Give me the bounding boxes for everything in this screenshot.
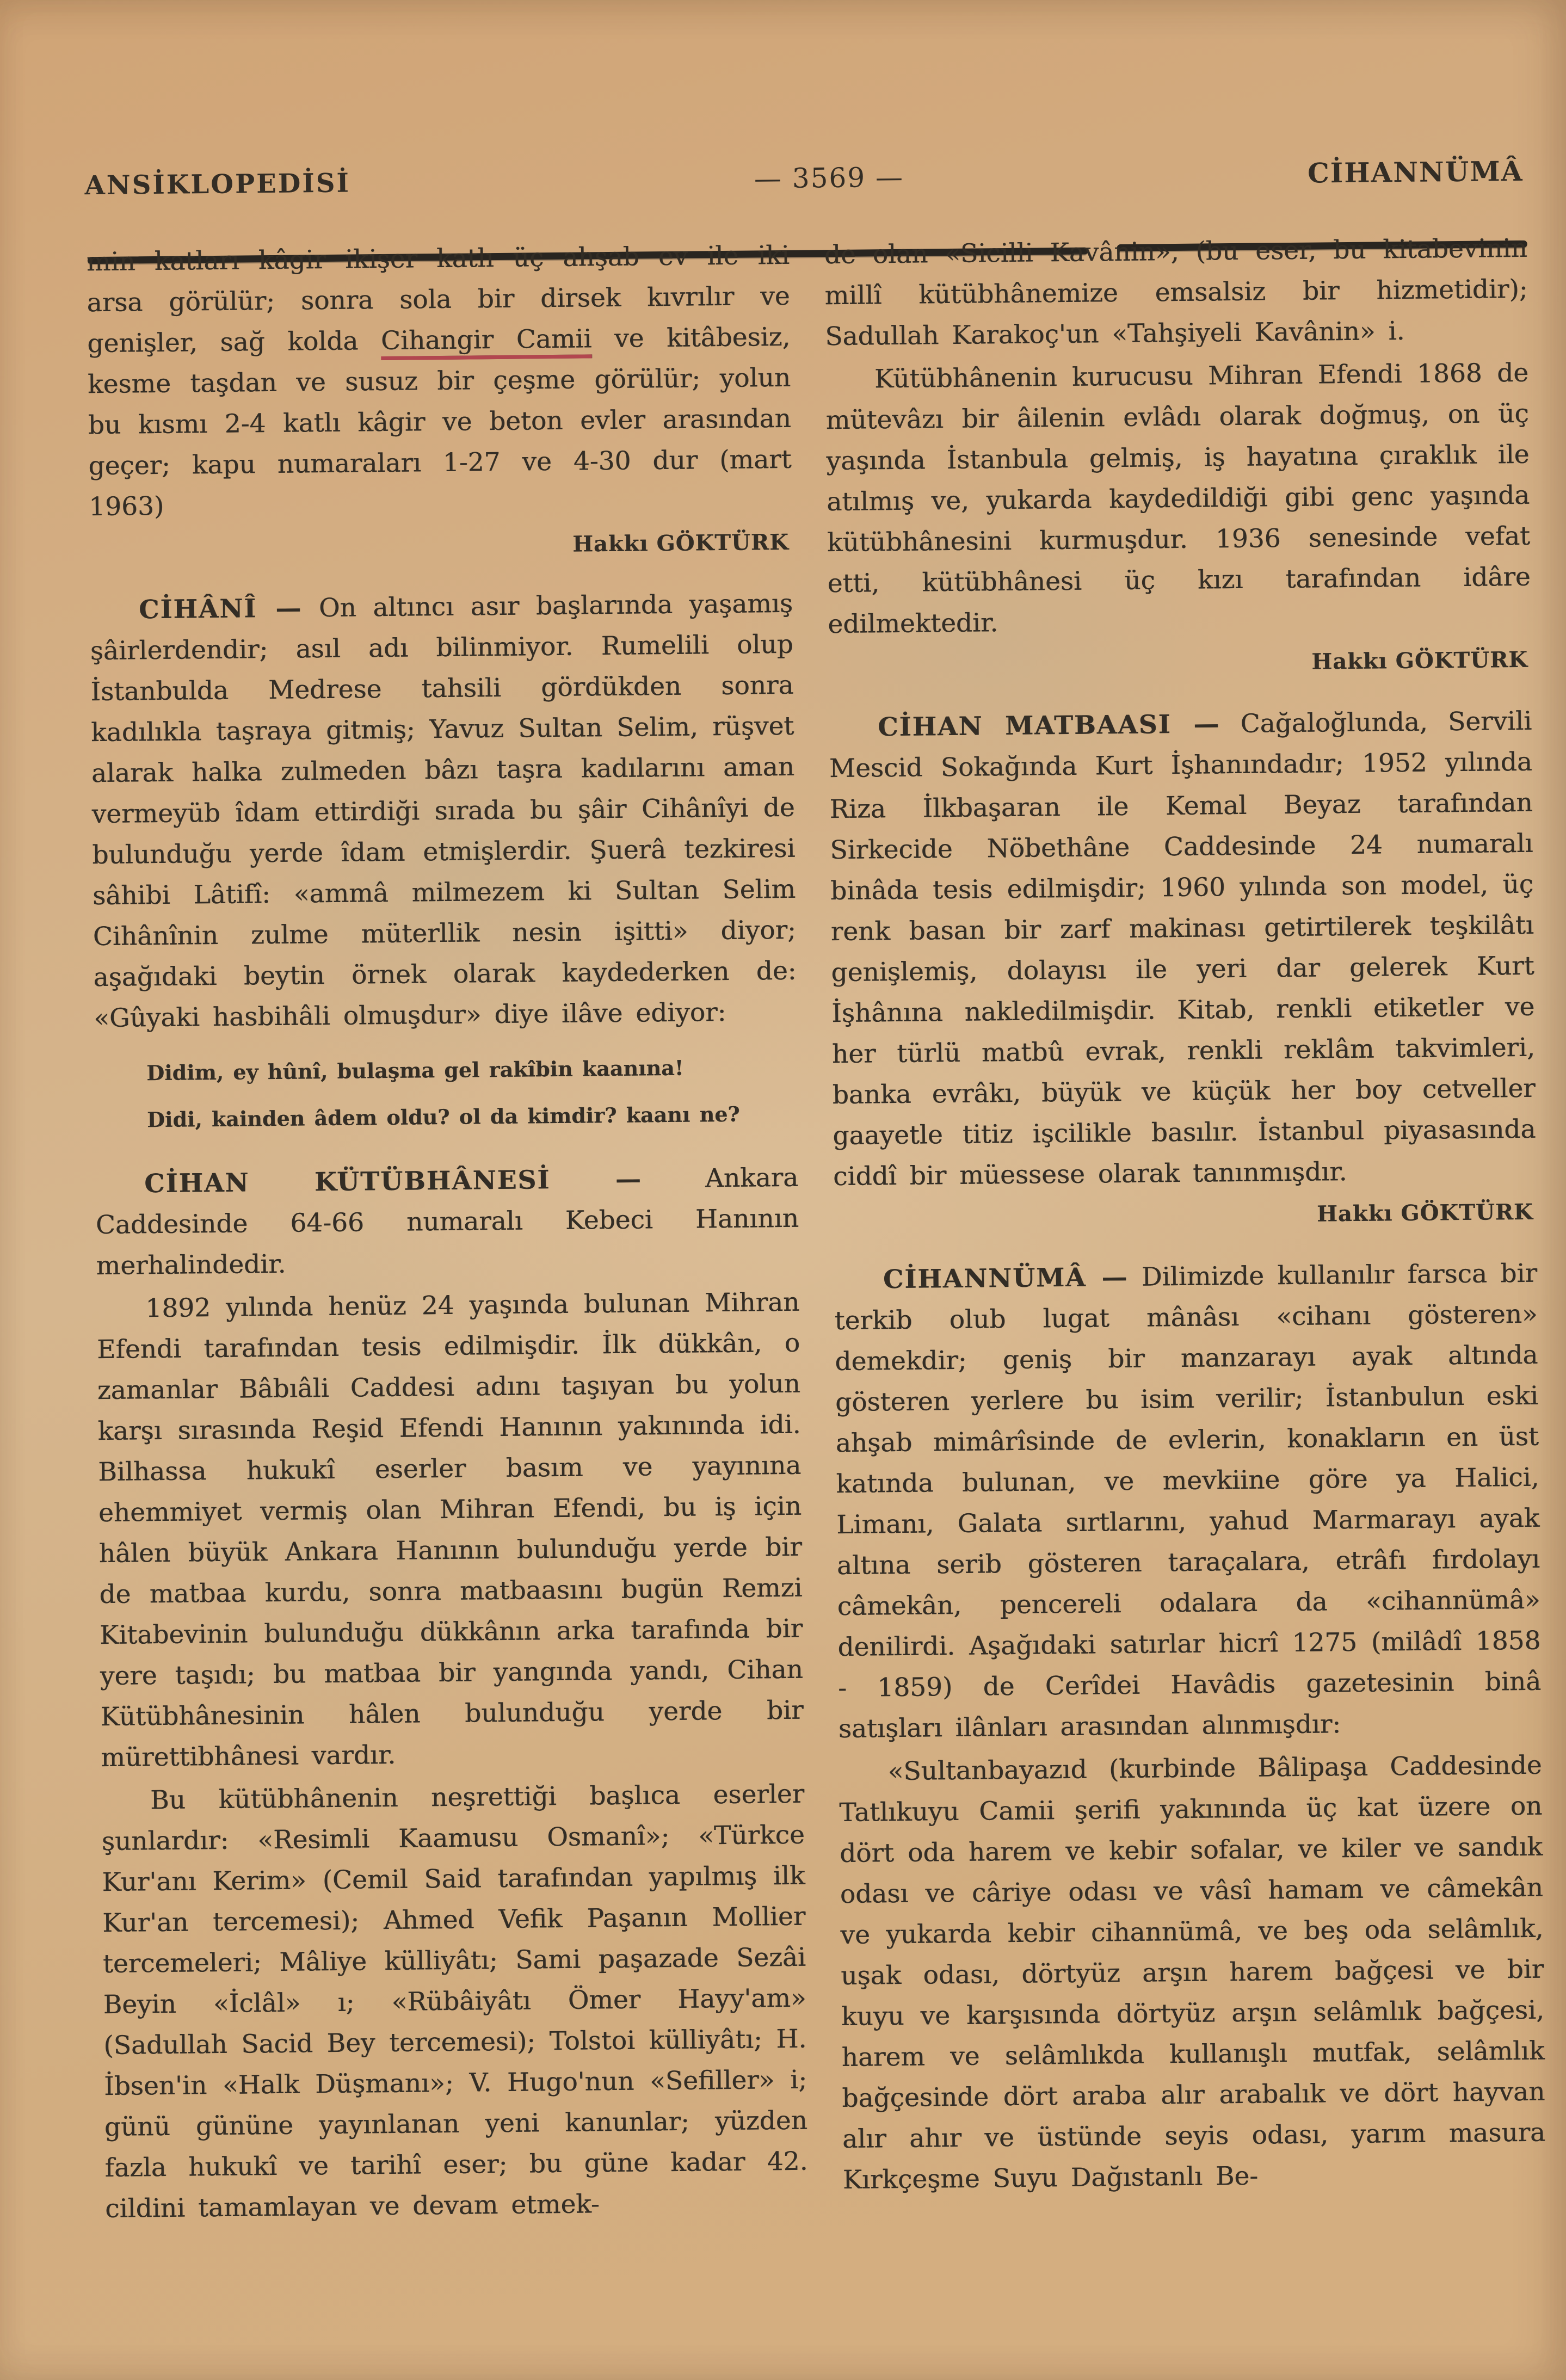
entry-cihani [90, 583, 797, 1039]
entry-headword: CİHÂNÎ — [138, 593, 303, 625]
entry-cihannuma [834, 1253, 1542, 1749]
running-title-left: ANSİKLOPEDİSİ [84, 168, 351, 201]
page-header [84, 155, 1523, 201]
entry-headword: CİHAN MATBAASI — [877, 709, 1220, 743]
byline: Hakkı GÖKTÜRK [572, 529, 790, 557]
left-column [87, 235, 809, 2231]
byline: Hakkı GÖKTÜRK [1316, 1199, 1534, 1227]
page-number: — 3569 — [754, 161, 904, 195]
entry-body: On altıncı asır başlarında yaşamış şâirlerdendir; asıl adı bilinmiyor. Rumelili olup İstanbulda Medrese tahsili gördükden sonra kadılıkla taşraya gitmiş; Yavuz Sultan Selim, rüşvet alarak halka zulmeden bâzı taşra kadılarını aman vermeyüb îdam ettirdiği sırada bu şâir Cihânîyi de bulunduğu yerde îdam etmişlerdir. Şuerâ tezkiresi sâhibi Lâtifî: «ammâ milmezem ki Sultan Selim Cihânînin zulme müterllik nesin işitti» diyor; aşağıdaki beytin örnek olarak kaydederken de: «Gûyaki hasbihâli olmuşdur» diye ilâve ediyor: [90, 588, 797, 1034]
byline: Hakkı GÖKTÜRK [1311, 646, 1528, 675]
couplet-line: Didim, ey hûnî, bulaşma gel rakîbin kaanına! [146, 1055, 684, 1086]
couplet [146, 1052, 798, 1135]
paragraph-text: min katları kâgir ikişer katlı üç ahşab ev ile iki arsa görülür; sonra sola bir dirsek kıvrılır ve genişler, sağ kolda [86, 240, 790, 359]
entry-body: Ankara Caddesinde 64-66 numaralı Kebeci Hanının merhalindedir. [95, 1162, 799, 1281]
paragraph-1892: 1892 yılında henüz 24 yaşında bulunan Mihran Efendi tarafından tesis edilmişdir. İlk dükkân, o zamanlar Bâbıâli Caddesi adını taşıyan bu yolun karşı sırasında Reşid Efendi Hanının yakınında idi. Bilhassa hukukî eserler basım ve yayınına ehemmiyet vermiş olan Mihran Efendi, bu iş için hâlen büyük Ankara Hanının bulunduğu yerde bir de matbaa kurdu, sonra matbaasını bugün Remzi Kitabevinin bulunduğu dükkânın arka tarafında bir yere taşıdı; bu matbaa bir yangında yandı, Cihan Kütübhânesinin hâlen bulunduğu yerde bir mürettibhânesi vardır. [96, 1287, 804, 1773]
couplet-line: Didi, kainden âdem oldu? ol da kimdir? kaanı ne? [146, 1101, 740, 1132]
paragraph-eserler: Bu kütübhânenin neşrettiği başlıca eserler şunlardır: «Resimli Kaamusu Osmanî»; «Türkce Kur'anı Kerim» (Cemil Said tarafından yapılmış ilk Kur'an tercemesi); Ahmed Vefik Paşanın Mollier tercemeleri; Mâliye külliyâtı; Sami paşazade Sezâi Beyin «İclâl» ı; «Rübâiyâtı Ömer Hayy'am» (Sadullah Sacid Bey tercemesi); Tolstoi külliyâtı; H. İbsen'in «Halk Düşmanı»; V. Hugo'nun «Sefiller» i; günü gününe yayınlanan yeni kanunlar; yüzden fazla hukukî ve tarihî eser; bu güne kadar 42. cildini tamamlayan ve devam etmek- [101, 1779, 808, 2224]
entry-cihan-kutubhanesi [95, 1157, 799, 1286]
paragraph-text: ve kitâbesiz, kesme taşdan ve susuz bir çeşme görülür; yolun bu kısmı 2-4 katlı kâgir ve beton evler arasından geçer; kapu numaraları 1-27 ve 4-30 dur (mart 1963) [87, 322, 792, 522]
entry-body: Dilimizde kullanılır farsca bir terkib olub lugat mânâsı «cihanı gösteren» demekdir; geniş bir manzarayı ayak altında gösteren yerlere bu isim verilir; İstanbulun eski ahşab mimârîsinde de evlerin, konakların en üst katında bulunan, ve mevkiine göre ya Halici, Limanı, Galata sırtlarını, yahud Marmarayı ayak altına serib gösteren taraçalara, etrâfı fırdolayı câmekân, pencereli odalara da «cihannümâ» denilirdi. Aşağıdaki satırlar hicrî 1275 (milâdî 1858 - 1859) de Cerîdei Havâdis gazetesinin binâ satışları ilânları arasından alınmışdır: [834, 1258, 1542, 1744]
entry-body: Cağaloğlunda, Servili Mescid Sokağında Kurt İşhanındadır; 1952 yılında Riza İlkbaşaran ile Kemal Beyaz tarafından Sirkecide Nöbethâne Caddesinde 24 numaralı binâda tesis edilmişdir; 1960 yılında son model, üç renk basan bir zarf makinası getirtilerek teşkilâtı genişlemiş, dolayısı ile yeri dar gelerek Kurt İşhânına nakledilmişdir. Kitab, renkli etiketler ve her türlü matbû evrak, renkli reklâm takvimleri, banka evrâkı, büyük ve küçük her boy cetveller gaayetle titiz işcilikle basılır. İstanbul piyasasında ciddî bir müessese olarak tanınmışdır. [829, 706, 1536, 1192]
paragraph-continuation [87, 235, 792, 527]
paragraph-kurucu: Kütübhânenin kurucusu Mihran Efendi 1868 de mütevâzı bir âilenin evlâdı olarak doğmuş, on üç yaşında İstanbula gelmiş, iş hayatına çıraklık ile atılmış ve, yukarda kaydedildiği gibi genc yaşında kütübhânesini kurmuşdur. 1936 senesinde vefat etti, kütübhânesi üç kızı tarafından idâre edilmektedir. [825, 357, 1531, 640]
paragraph-ilan: «Sultanbayazıd (kurbinde Bâlipaşa Caddesinde Tatlıkuyu Camii şerifi yakınında üç kat üzere on dört oda harem ve kebir sofalar, ve kiler ve sandık odası ve câriye odası ve vâsî hamam ve câmekân ve yukarda kebir cihannümâ, ve beş oda selâmlık, uşak odası, dörtyüz arşın harem bağçesi ve bir kuyu ve karşısında dörtyüz arşın selâmlık bağçesi, harem ve selâmlıkda kullanışlı mutfak, selâmlık bağçesinde dört araba alır arabalık ve dört hayvan alır ahır ve üstünde seyis odası, yarım masura Kırkçeşme Suyu Dağıstanlı Be- [839, 1750, 1546, 2196]
red-underlined-phrase: Cihangir Camii [380, 324, 592, 356]
paragraph-continuation: de olan «Sicilli Kavânin», (bu eser, bu kitabevinin millî kütübhânemize emsalsiz bir hizmetidir); Sadullah Karakoç'un «Tahşiyeli Kavânin» i. [824, 233, 1528, 352]
text-columns [87, 228, 1546, 2231]
entry-cihan-matbaasi [829, 701, 1537, 1197]
right-column [824, 228, 1546, 2224]
entry-headword: CİHANNÜMÂ — [883, 1262, 1129, 1295]
entry-headword: CİHAN KÜTÜBHÂNESİ — [144, 1164, 643, 1199]
running-title-right: CİHANNÜMÂ [1307, 155, 1524, 189]
